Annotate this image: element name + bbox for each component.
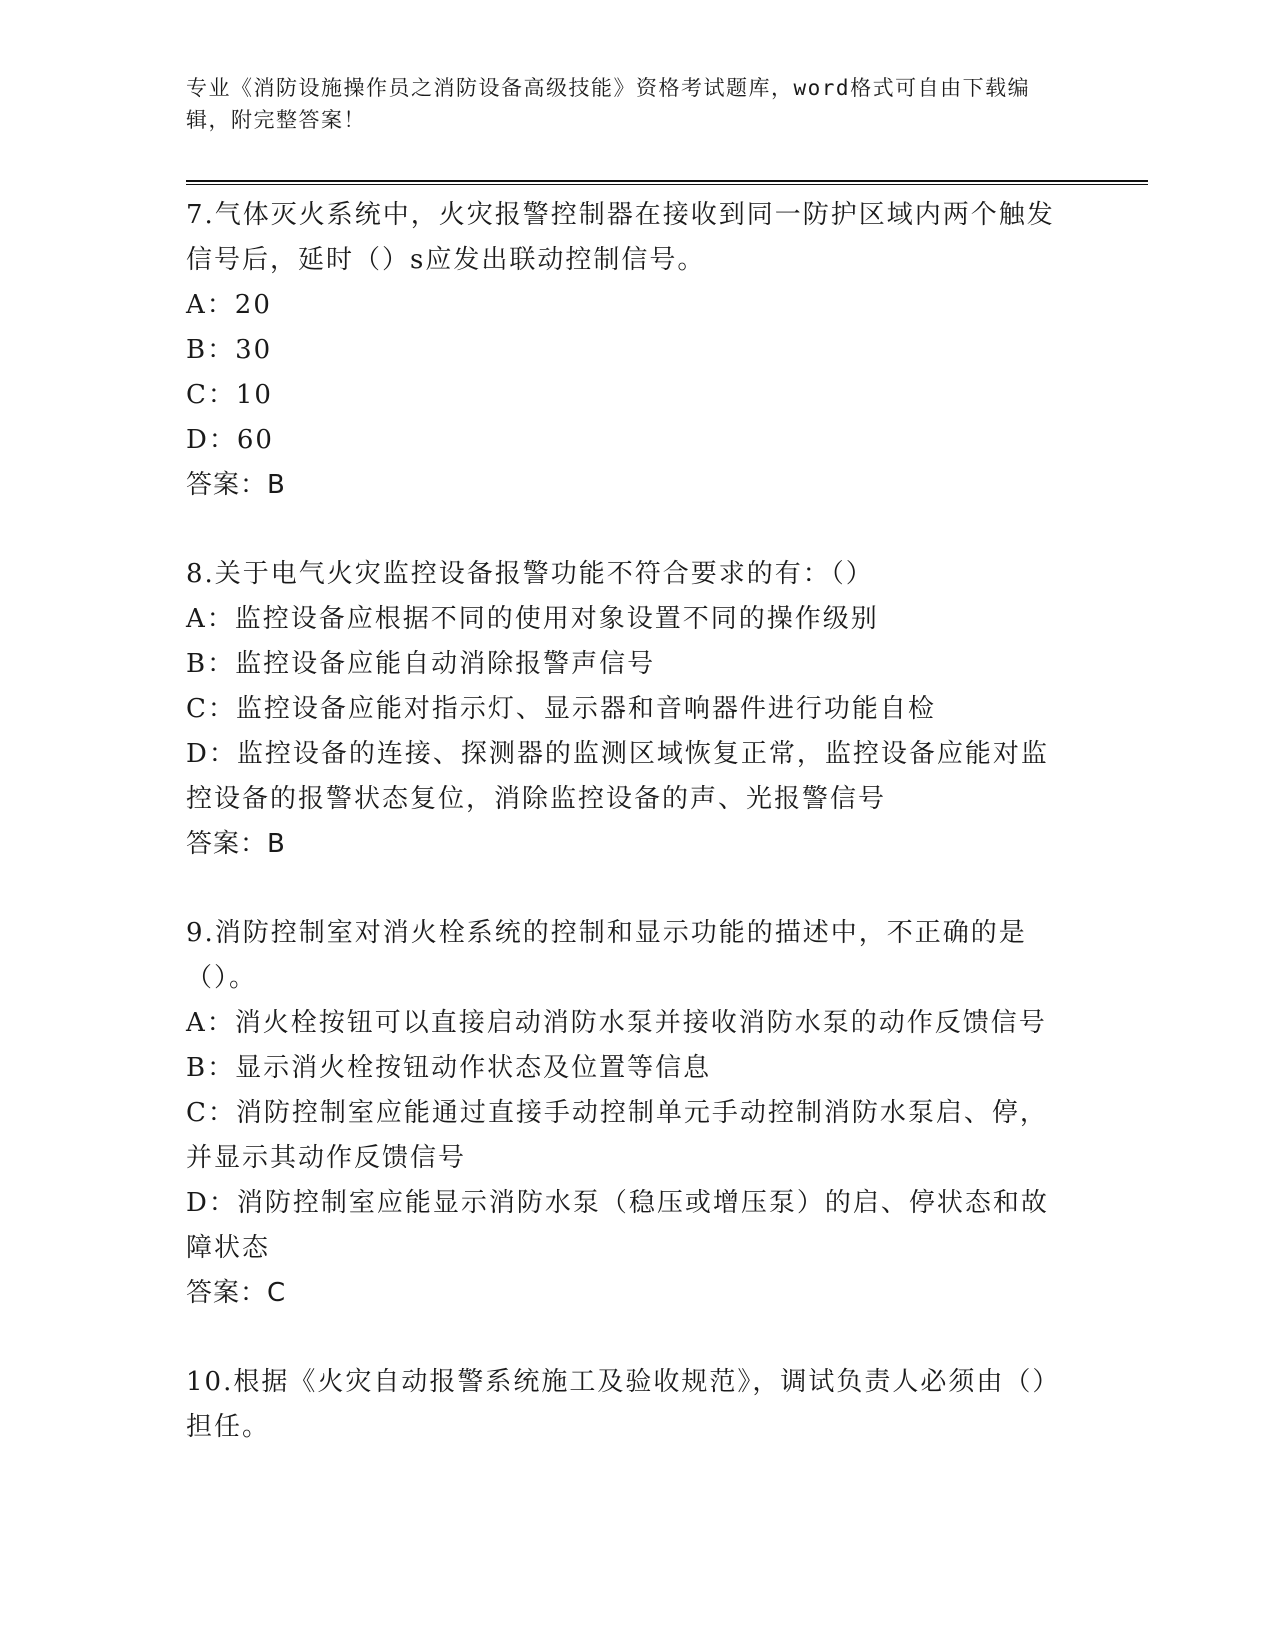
question-answer: 答案：C <box>186 1278 287 1308</box>
document-page <box>186 72 1146 1494</box>
question-stem: 7.气体灭火系统中，火灾报警控制器在接收到同一防护区域内两个触发信号后，延时（）s应发出联动控制信号。 <box>186 200 1055 275</box>
header-divider <box>186 180 1148 185</box>
question-7 <box>186 193 1146 508</box>
question-answer: 答案：B <box>186 470 286 500</box>
option-a: A：消火栓按钮可以直接启动消防水泵并接收消防水泵的动作反馈信号 <box>186 1008 1047 1038</box>
option-c: C：消防控制室应能通过直接手动控制单元手动控制消防水泵启、停，并显示其动作反馈信号 <box>186 1098 1048 1173</box>
option-a: A：20 <box>186 290 272 320</box>
question-list <box>186 193 1146 1450</box>
question-stem: 9.消防控制室对消火栓系统的控制和显示功能的描述中，不正确的是（）。 <box>186 918 1027 993</box>
option-d: D：消防控制室应能显示消防水泵（稳压或增压泵）的启、停状态和故障状态 <box>186 1188 1049 1263</box>
question-9 <box>186 911 1146 1316</box>
option-b: B：显示消火栓按钮动作状态及位置等信息 <box>186 1053 712 1083</box>
question-stem: 10.根据《火灾自动报警系统施工及验收规范》，调试负责人必须由（）担任。 <box>186 1367 1061 1442</box>
option-d: D：60 <box>186 425 274 455</box>
question-stem: 8.关于电气火灾监控设备报警功能不符合要求的有：（） <box>186 559 874 589</box>
option-b: B：监控设备应能自动消除报警声信号 <box>186 649 656 679</box>
option-c: C：监控设备应能对指示灯、显示器和音响器件进行功能自检 <box>186 694 936 724</box>
option-a: A：监控设备应根据不同的使用对象设置不同的操作级别 <box>186 604 879 634</box>
document-header: 专业《消防设施操作员之消防设备高级技能》资格考试题库，word格式可自由下载编辑，附完整答案！ <box>186 76 1031 132</box>
divider-thin-line <box>186 184 1148 185</box>
question-10 <box>186 1360 1146 1450</box>
question-8 <box>186 552 1146 867</box>
divider-thick-line <box>186 180 1148 182</box>
option-c: C：10 <box>186 380 273 410</box>
option-d: D：监控设备的连接、探测器的监测区域恢复正常，监控设备应能对监控设备的报警状态复位，消除监控设备的声、光报警信号 <box>186 739 1049 814</box>
option-b: B：30 <box>186 335 273 365</box>
question-answer: 答案：B <box>186 829 286 859</box>
